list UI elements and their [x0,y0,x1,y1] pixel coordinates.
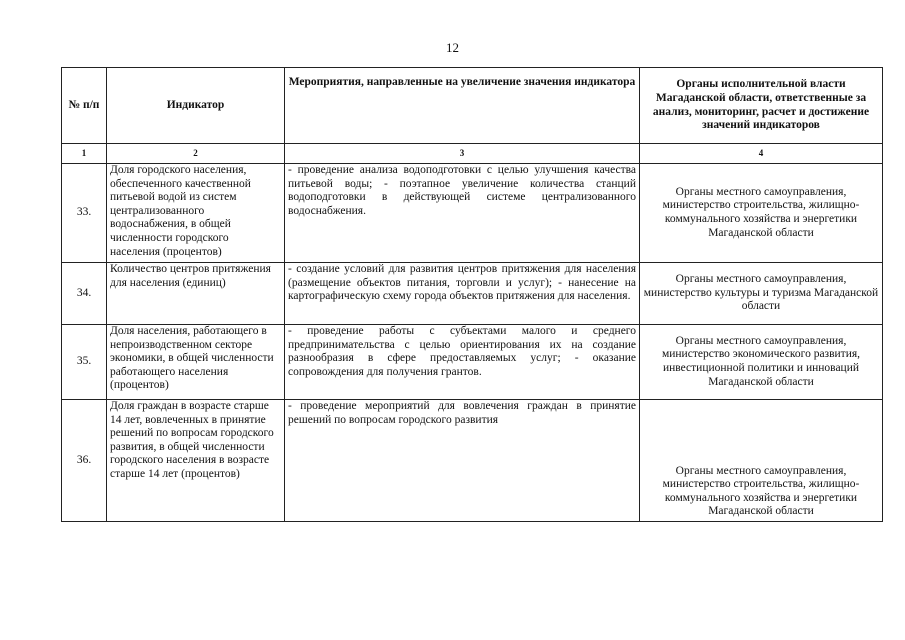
row-indicator: Количество центров притяжения для населения (единиц) [107,263,285,325]
column-index-row [62,144,883,164]
row-number: 33. [62,164,107,263]
column-index: 1 [62,144,107,164]
row-authorities: Органы местного самоуправления, министерство экономического развития, инвестиционной политики и инноваций Магаданской области [640,325,883,400]
table-header-row [62,68,883,144]
table-row [62,400,883,522]
header-number: № п/п [62,68,107,144]
table-row [62,164,883,263]
row-measures: - проведение анализа водоподготовки с целью улучшения качества питьевой воды; - поэтапное увеличение количества станций водоподготовки в действующей системе централизованного водоснабжения. [285,164,640,263]
row-authorities: Органы местного самоуправления, министерство культуры и туризма Магаданской области [640,263,883,325]
row-measures: - проведение работы с субъектами малого и среднего предпринимательства с целью ориентирования их на создание разнообразия в сфере предоставляемых услуг; - оказание сопровождения для получения грантов. [285,325,640,400]
table-row [62,325,883,400]
column-index: 4 [640,144,883,164]
row-authorities: Органы местного самоуправления, министерство строительства, жилищно-коммунального хозяйства и энергетики Магаданской области [640,164,883,263]
column-index: 3 [285,144,640,164]
table-row [62,263,883,325]
page-number: 12 [446,40,459,55]
row-number: 36. [62,400,107,522]
row-number: 34. [62,263,107,325]
row-measures: - создание условий для развития центров притяжения для населения (размещение объектов питания, торговли и услуг); - нанесение на картографическую схему города объектов притяжения для населения. [285,263,640,325]
column-index: 2 [107,144,285,164]
row-indicator: Доля городского населения, обеспеченного качественной питьевой водой из систем централизованного водоснабжения, в общей численности городского населения (процентов) [107,164,285,263]
indicators-table [61,67,883,522]
row-number: 35. [62,325,107,400]
header-authorities: Органы исполнительной власти Магаданской области, ответственные за анализ, мониторинг, расчет и достижение значений индикаторов [640,68,883,144]
row-indicator: Доля граждан в возрасте старше 14 лет, вовлеченных в принятие решений по вопросам городского развития, в общей численности городского населения в возрасте старше 14 лет (процентов) [107,400,285,522]
row-indicator: Доля населения, работающего в непроизводственном секторе экономики, в общей численности работающего населения (процентов) [107,325,285,400]
row-authorities: Органы местного самоуправления, министерство строительства, жилищно-коммунального хозяйства и энергетики Магаданской области [640,400,883,522]
row-measures: - проведение мероприятий для вовлечения граждан в принятие решений по вопросам городского развития [285,400,640,522]
header-indicator: Индикатор [107,68,285,144]
header-measures: Мероприятия, направленные на увеличение значения индикатора [285,68,640,144]
